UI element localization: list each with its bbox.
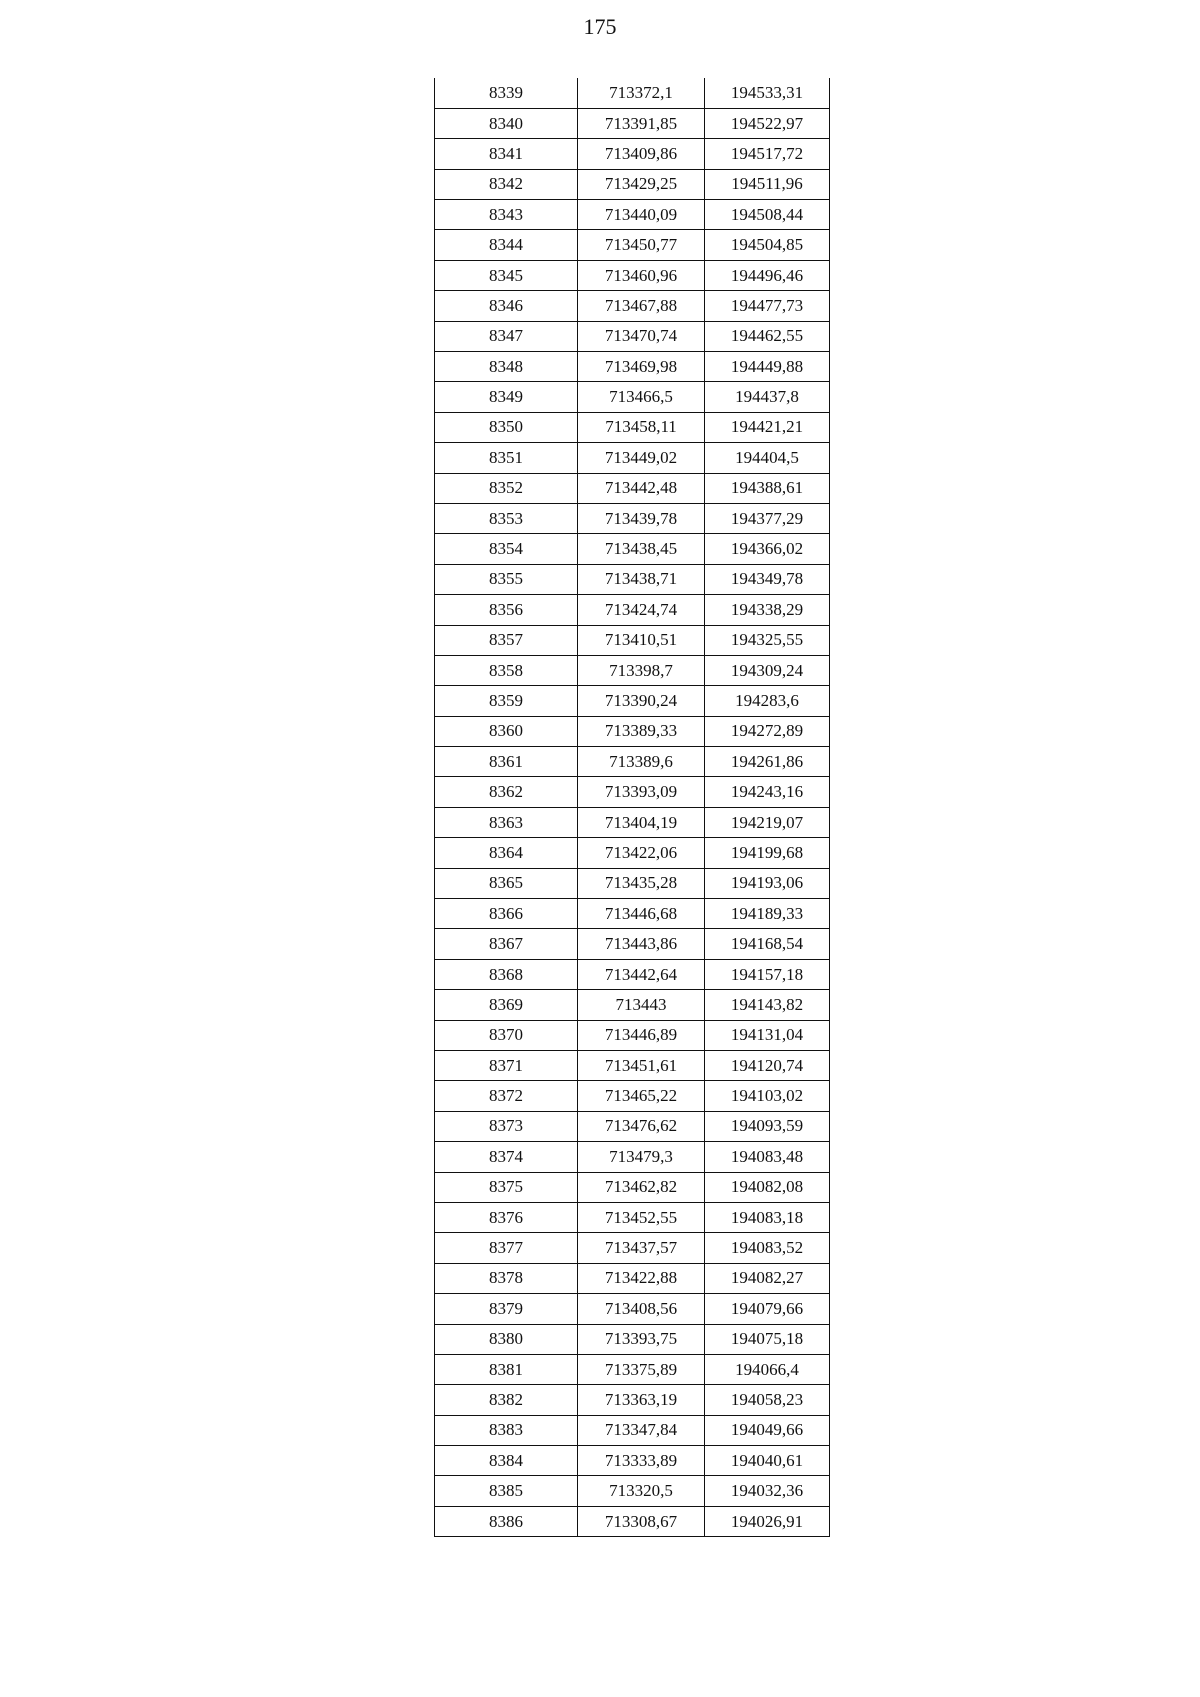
x-coordinate-cell: 713469,98 [578, 352, 705, 382]
y-coordinate-cell: 194075,18 [705, 1324, 830, 1354]
y-coordinate-cell: 194477,73 [705, 291, 830, 321]
y-coordinate-cell: 194199,68 [705, 838, 830, 868]
table-row [435, 1111, 830, 1141]
x-coordinate-cell: 713390,24 [578, 686, 705, 716]
table-row [435, 595, 830, 625]
y-coordinate-cell: 194083,52 [705, 1233, 830, 1263]
table-row [435, 260, 830, 290]
table-row [435, 1446, 830, 1476]
x-coordinate-cell: 713424,74 [578, 595, 705, 625]
y-coordinate-cell: 194058,23 [705, 1385, 830, 1415]
point-number-cell: 8366 [435, 899, 578, 929]
table-row [435, 868, 830, 898]
y-coordinate-cell: 194517,72 [705, 139, 830, 169]
y-coordinate-cell: 194083,48 [705, 1142, 830, 1172]
x-coordinate-cell: 713375,89 [578, 1354, 705, 1384]
table-row [435, 1202, 830, 1232]
table-row [435, 473, 830, 503]
table-row [435, 534, 830, 564]
point-number-cell: 8348 [435, 352, 578, 382]
table-row [435, 747, 830, 777]
x-coordinate-cell: 713308,67 [578, 1506, 705, 1536]
point-number-cell: 8385 [435, 1476, 578, 1506]
point-number-cell: 8363 [435, 807, 578, 837]
table-row [435, 1081, 830, 1111]
point-number-cell: 8353 [435, 503, 578, 533]
point-number-cell: 8379 [435, 1294, 578, 1324]
x-coordinate-cell: 713389,33 [578, 716, 705, 746]
point-number-cell: 8368 [435, 959, 578, 989]
point-number-cell: 8378 [435, 1263, 578, 1293]
point-number-cell: 8345 [435, 260, 578, 290]
x-coordinate-cell: 713333,89 [578, 1446, 705, 1476]
table-row [435, 564, 830, 594]
table-row [435, 1172, 830, 1202]
point-number-cell: 8361 [435, 747, 578, 777]
point-number-cell: 8375 [435, 1172, 578, 1202]
y-coordinate-cell: 194103,02 [705, 1081, 830, 1111]
x-coordinate-cell: 713389,6 [578, 747, 705, 777]
table-row [435, 139, 830, 169]
table-row [435, 352, 830, 382]
point-number-cell: 8340 [435, 108, 578, 138]
x-coordinate-cell: 713442,48 [578, 473, 705, 503]
point-number-cell: 8384 [435, 1446, 578, 1476]
point-number-cell: 8350 [435, 412, 578, 442]
x-coordinate-cell: 713446,89 [578, 1020, 705, 1050]
y-coordinate-cell: 194120,74 [705, 1051, 830, 1081]
point-number-cell: 8358 [435, 655, 578, 685]
table-row [435, 838, 830, 868]
y-coordinate-cell: 194040,61 [705, 1446, 830, 1476]
y-coordinate-cell: 194404,5 [705, 443, 830, 473]
y-coordinate-cell: 194504,85 [705, 230, 830, 260]
x-coordinate-cell: 713451,61 [578, 1051, 705, 1081]
x-coordinate-cell: 713450,77 [578, 230, 705, 260]
table-row [435, 686, 830, 716]
y-coordinate-cell: 194349,78 [705, 564, 830, 594]
x-coordinate-cell: 713439,78 [578, 503, 705, 533]
point-number-cell: 8347 [435, 321, 578, 351]
y-coordinate-cell: 194082,27 [705, 1263, 830, 1293]
x-coordinate-cell: 713347,84 [578, 1415, 705, 1445]
x-coordinate-cell: 713393,75 [578, 1324, 705, 1354]
x-coordinate-cell: 713429,25 [578, 169, 705, 199]
y-coordinate-cell: 194243,16 [705, 777, 830, 807]
point-number-cell: 8359 [435, 686, 578, 716]
table-row [435, 169, 830, 199]
point-number-cell: 8357 [435, 625, 578, 655]
x-coordinate-cell: 713452,55 [578, 1202, 705, 1232]
x-coordinate-cell: 713465,22 [578, 1081, 705, 1111]
point-number-cell: 8342 [435, 169, 578, 199]
x-coordinate-cell: 713449,02 [578, 443, 705, 473]
table-row [435, 1506, 830, 1536]
y-coordinate-cell: 194032,36 [705, 1476, 830, 1506]
x-coordinate-cell: 713320,5 [578, 1476, 705, 1506]
table-row [435, 1476, 830, 1506]
table-row [435, 625, 830, 655]
y-coordinate-cell: 194157,18 [705, 959, 830, 989]
point-number-cell: 8356 [435, 595, 578, 625]
y-coordinate-cell: 194338,29 [705, 595, 830, 625]
table-row [435, 1020, 830, 1050]
y-coordinate-cell: 194143,82 [705, 990, 830, 1020]
point-number-cell: 8380 [435, 1324, 578, 1354]
y-coordinate-cell: 194093,59 [705, 1111, 830, 1141]
x-coordinate-cell: 713363,19 [578, 1385, 705, 1415]
table-row [435, 78, 830, 108]
y-coordinate-cell: 194366,02 [705, 534, 830, 564]
table-row [435, 899, 830, 929]
point-number-cell: 8346 [435, 291, 578, 321]
x-coordinate-cell: 713393,09 [578, 777, 705, 807]
x-coordinate-cell: 713470,74 [578, 321, 705, 351]
table-row [435, 291, 830, 321]
x-coordinate-cell: 713404,19 [578, 807, 705, 837]
coordinates-table-body [435, 78, 830, 1537]
point-number-cell: 8341 [435, 139, 578, 169]
table-row [435, 1354, 830, 1384]
x-coordinate-cell: 713458,11 [578, 412, 705, 442]
point-number-cell: 8367 [435, 929, 578, 959]
x-coordinate-cell: 713460,96 [578, 260, 705, 290]
point-number-cell: 8354 [435, 534, 578, 564]
point-number-cell: 8371 [435, 1051, 578, 1081]
table-row [435, 503, 830, 533]
y-coordinate-cell: 194168,54 [705, 929, 830, 959]
x-coordinate-cell: 713467,88 [578, 291, 705, 321]
point-number-cell: 8343 [435, 200, 578, 230]
table-row [435, 777, 830, 807]
point-number-cell: 8381 [435, 1354, 578, 1384]
y-coordinate-cell: 194437,8 [705, 382, 830, 412]
point-number-cell: 8370 [435, 1020, 578, 1050]
point-number-cell: 8365 [435, 868, 578, 898]
x-coordinate-cell: 713443,86 [578, 929, 705, 959]
x-coordinate-cell: 713422,88 [578, 1263, 705, 1293]
point-number-cell: 8373 [435, 1111, 578, 1141]
point-number-cell: 8386 [435, 1506, 578, 1536]
x-coordinate-cell: 713442,64 [578, 959, 705, 989]
x-coordinate-cell: 713440,09 [578, 200, 705, 230]
point-number-cell: 8352 [435, 473, 578, 503]
table-row [435, 716, 830, 746]
point-number-cell: 8383 [435, 1415, 578, 1445]
point-number-cell: 8382 [435, 1385, 578, 1415]
x-coordinate-cell: 713437,57 [578, 1233, 705, 1263]
table-row [435, 382, 830, 412]
point-number-cell: 8364 [435, 838, 578, 868]
point-number-cell: 8355 [435, 564, 578, 594]
y-coordinate-cell: 194496,46 [705, 260, 830, 290]
x-coordinate-cell: 713372,1 [578, 78, 705, 108]
table-row [435, 230, 830, 260]
x-coordinate-cell: 713462,82 [578, 1172, 705, 1202]
table-row [435, 1142, 830, 1172]
y-coordinate-cell: 194522,97 [705, 108, 830, 138]
point-number-cell: 8351 [435, 443, 578, 473]
y-coordinate-cell: 194283,6 [705, 686, 830, 716]
x-coordinate-cell: 713391,85 [578, 108, 705, 138]
x-coordinate-cell: 713438,45 [578, 534, 705, 564]
y-coordinate-cell: 194272,89 [705, 716, 830, 746]
table-row [435, 321, 830, 351]
x-coordinate-cell: 713398,7 [578, 655, 705, 685]
y-coordinate-cell: 194508,44 [705, 200, 830, 230]
y-coordinate-cell: 194219,07 [705, 807, 830, 837]
y-coordinate-cell: 194083,18 [705, 1202, 830, 1232]
x-coordinate-cell: 713422,06 [578, 838, 705, 868]
point-number-cell: 8372 [435, 1081, 578, 1111]
table-row [435, 929, 830, 959]
x-coordinate-cell: 713476,62 [578, 1111, 705, 1141]
y-coordinate-cell: 194082,08 [705, 1172, 830, 1202]
x-coordinate-cell: 713408,56 [578, 1294, 705, 1324]
y-coordinate-cell: 194325,55 [705, 625, 830, 655]
point-number-cell: 8376 [435, 1202, 578, 1232]
y-coordinate-cell: 194079,66 [705, 1294, 830, 1324]
y-coordinate-cell: 194261,86 [705, 747, 830, 777]
coordinates-table [434, 78, 830, 1537]
table-row [435, 1051, 830, 1081]
y-coordinate-cell: 194511,96 [705, 169, 830, 199]
y-coordinate-cell: 194049,66 [705, 1415, 830, 1445]
x-coordinate-cell: 713438,71 [578, 564, 705, 594]
table-row [435, 1233, 830, 1263]
y-coordinate-cell: 194189,33 [705, 899, 830, 929]
x-coordinate-cell: 713435,28 [578, 868, 705, 898]
x-coordinate-cell: 713410,51 [578, 625, 705, 655]
y-coordinate-cell: 194131,04 [705, 1020, 830, 1050]
table-row [435, 200, 830, 230]
point-number-cell: 8374 [435, 1142, 578, 1172]
y-coordinate-cell: 194193,06 [705, 868, 830, 898]
table-row [435, 959, 830, 989]
table-row [435, 443, 830, 473]
x-coordinate-cell: 713446,68 [578, 899, 705, 929]
y-coordinate-cell: 194066,4 [705, 1354, 830, 1384]
table-row [435, 990, 830, 1020]
x-coordinate-cell: 713443 [578, 990, 705, 1020]
y-coordinate-cell: 194533,31 [705, 78, 830, 108]
table-row [435, 1385, 830, 1415]
point-number-cell: 8377 [435, 1233, 578, 1263]
point-number-cell: 8339 [435, 78, 578, 108]
x-coordinate-cell: 713409,86 [578, 139, 705, 169]
table-row [435, 1324, 830, 1354]
y-coordinate-cell: 194309,24 [705, 655, 830, 685]
table-row [435, 1294, 830, 1324]
table-row [435, 412, 830, 442]
y-coordinate-cell: 194377,29 [705, 503, 830, 533]
x-coordinate-cell: 713466,5 [578, 382, 705, 412]
point-number-cell: 8360 [435, 716, 578, 746]
table-row [435, 108, 830, 138]
point-number-cell: 8362 [435, 777, 578, 807]
page-number: 175 [583, 14, 617, 39]
y-coordinate-cell: 194026,91 [705, 1506, 830, 1536]
table-row [435, 807, 830, 837]
point-number-cell: 8369 [435, 990, 578, 1020]
table-row [435, 1415, 830, 1445]
x-coordinate-cell: 713479,3 [578, 1142, 705, 1172]
y-coordinate-cell: 194462,55 [705, 321, 830, 351]
table-row [435, 655, 830, 685]
point-number-cell: 8349 [435, 382, 578, 412]
y-coordinate-cell: 194449,88 [705, 352, 830, 382]
y-coordinate-cell: 194421,21 [705, 412, 830, 442]
table-row [435, 1263, 830, 1293]
y-coordinate-cell: 194388,61 [705, 473, 830, 503]
point-number-cell: 8344 [435, 230, 578, 260]
